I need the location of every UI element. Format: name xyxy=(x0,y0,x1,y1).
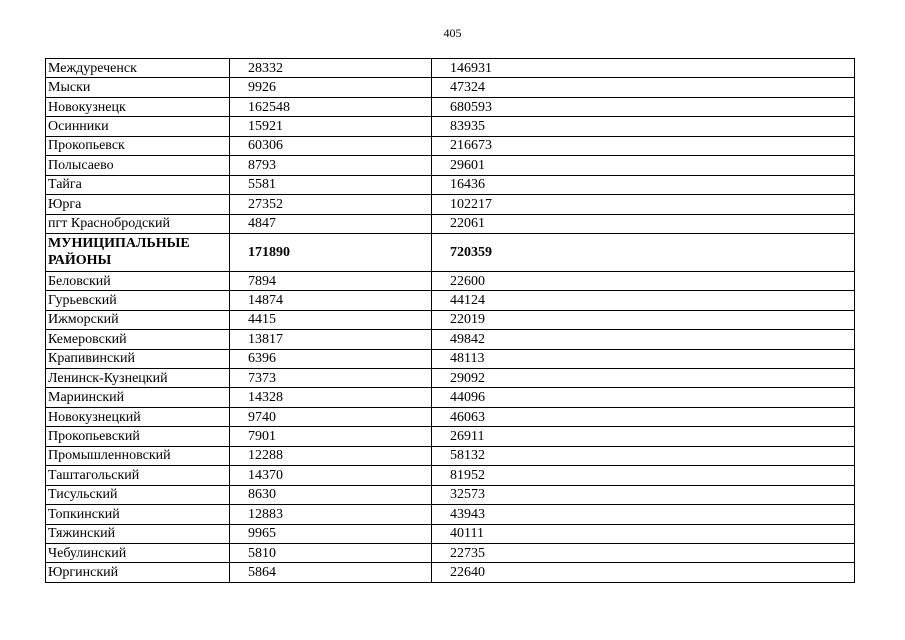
table-row xyxy=(46,505,855,524)
cell-value-2: 16436 xyxy=(432,175,855,194)
cell-name: Новокузнецкий xyxy=(46,407,230,426)
cell-value-2: 29092 xyxy=(432,369,855,388)
cell-value-1: 9926 xyxy=(230,78,432,97)
cell-value-1: 8793 xyxy=(230,156,432,175)
cell-value-1: 5581 xyxy=(230,175,432,194)
table-row xyxy=(46,330,855,349)
cell-value-1: 15921 xyxy=(230,117,432,136)
cell-value-2: 22019 xyxy=(432,310,855,329)
table-row xyxy=(46,466,855,485)
cell-name: Тяжинский xyxy=(46,524,230,543)
cell-name: МУНИЦИПАЛЬНЫЕ РАЙОНЫ xyxy=(46,233,230,271)
cell-value-1: 14874 xyxy=(230,291,432,310)
table-row xyxy=(46,175,855,194)
cell-value-1: 9740 xyxy=(230,407,432,426)
table-row xyxy=(46,349,855,368)
cell-name: Междуреченск xyxy=(46,59,230,78)
table-row xyxy=(46,136,855,155)
cell-name: Кемеровский xyxy=(46,330,230,349)
cell-name: Чебулинский xyxy=(46,543,230,562)
table-row xyxy=(46,543,855,562)
cell-value-1: 12883 xyxy=(230,505,432,524)
cell-value-2: 40111 xyxy=(432,524,855,543)
cell-value-2: 26911 xyxy=(432,427,855,446)
cell-value-1: 7373 xyxy=(230,369,432,388)
cell-name: Юрга xyxy=(46,195,230,214)
cell-name: Ижморский xyxy=(46,310,230,329)
cell-value-2: 22640 xyxy=(432,563,855,582)
cell-value-2: 48113 xyxy=(432,349,855,368)
cell-value-2: 58132 xyxy=(432,446,855,465)
table-row xyxy=(46,563,855,582)
cell-name: Прокопьевск xyxy=(46,136,230,155)
cell-value-1: 7894 xyxy=(230,271,432,290)
cell-value-1: 171890 xyxy=(230,233,432,271)
cell-value-1: 27352 xyxy=(230,195,432,214)
table-row xyxy=(46,446,855,465)
cell-name: Прокопьевский xyxy=(46,427,230,446)
table-row xyxy=(46,427,855,446)
cell-value-1: 8630 xyxy=(230,485,432,504)
cell-name: Тисульский xyxy=(46,485,230,504)
table-row-section xyxy=(46,233,855,271)
cell-name: Мыски xyxy=(46,78,230,97)
cell-value-1: 4847 xyxy=(230,214,432,233)
cell-value-1: 14328 xyxy=(230,388,432,407)
table-row xyxy=(46,407,855,426)
cell-value-2: 22735 xyxy=(432,543,855,562)
cell-name: Топкинский xyxy=(46,505,230,524)
cell-value-1: 14370 xyxy=(230,466,432,485)
cell-value-1: 28332 xyxy=(230,59,432,78)
cell-name: Крапивинский xyxy=(46,349,230,368)
cell-value-2: 102217 xyxy=(432,195,855,214)
cell-name: Промышленновский xyxy=(46,446,230,465)
cell-value-2: 47324 xyxy=(432,78,855,97)
cell-value-1: 12288 xyxy=(230,446,432,465)
cell-value-1: 162548 xyxy=(230,97,432,116)
cell-name: Таштагольский xyxy=(46,466,230,485)
cell-value-2: 720359 xyxy=(432,233,855,271)
cell-value-1: 6396 xyxy=(230,349,432,368)
table-row xyxy=(46,117,855,136)
page-number: 405 xyxy=(443,26,462,40)
cell-name: Беловский xyxy=(46,271,230,290)
cell-value-1: 4415 xyxy=(230,310,432,329)
cell-value-1: 5864 xyxy=(230,563,432,582)
cell-value-1: 9965 xyxy=(230,524,432,543)
cell-value-1: 60306 xyxy=(230,136,432,155)
table-row xyxy=(46,388,855,407)
cell-value-2: 44096 xyxy=(432,388,855,407)
cell-value-1: 13817 xyxy=(230,330,432,349)
cell-value-2: 81952 xyxy=(432,466,855,485)
table-row xyxy=(46,59,855,78)
table-body xyxy=(46,59,855,583)
table-row xyxy=(46,524,855,543)
cell-value-2: 29601 xyxy=(432,156,855,175)
table-row xyxy=(46,195,855,214)
cell-name: Мариинский xyxy=(46,388,230,407)
table-row xyxy=(46,369,855,388)
data-table xyxy=(45,58,855,583)
cell-name: Осинники xyxy=(46,117,230,136)
cell-name: Тайга xyxy=(46,175,230,194)
table-row xyxy=(46,214,855,233)
table-row xyxy=(46,485,855,504)
cell-value-2: 680593 xyxy=(432,97,855,116)
cell-value-1: 5810 xyxy=(230,543,432,562)
table-row xyxy=(46,310,855,329)
table-row xyxy=(46,271,855,290)
cell-value-2: 49842 xyxy=(432,330,855,349)
cell-value-2: 46063 xyxy=(432,407,855,426)
table-row xyxy=(46,78,855,97)
cell-name: пгт Краснобродский xyxy=(46,214,230,233)
cell-value-2: 44124 xyxy=(432,291,855,310)
table-row xyxy=(46,156,855,175)
table-row xyxy=(46,97,855,116)
cell-value-2: 146931 xyxy=(432,59,855,78)
cell-name: Новокузнецк xyxy=(46,97,230,116)
cell-value-2: 216673 xyxy=(432,136,855,155)
cell-name: Полысаево xyxy=(46,156,230,175)
table-row xyxy=(46,291,855,310)
cell-name: Ленинск-Кузнецкий xyxy=(46,369,230,388)
cell-name: Гурьевский xyxy=(46,291,230,310)
cell-value-2: 22061 xyxy=(432,214,855,233)
cell-value-1: 7901 xyxy=(230,427,432,446)
cell-value-2: 43943 xyxy=(432,505,855,524)
cell-value-2: 83935 xyxy=(432,117,855,136)
cell-name: Юргинский xyxy=(46,563,230,582)
cell-value-2: 32573 xyxy=(432,485,855,504)
cell-value-2: 22600 xyxy=(432,271,855,290)
